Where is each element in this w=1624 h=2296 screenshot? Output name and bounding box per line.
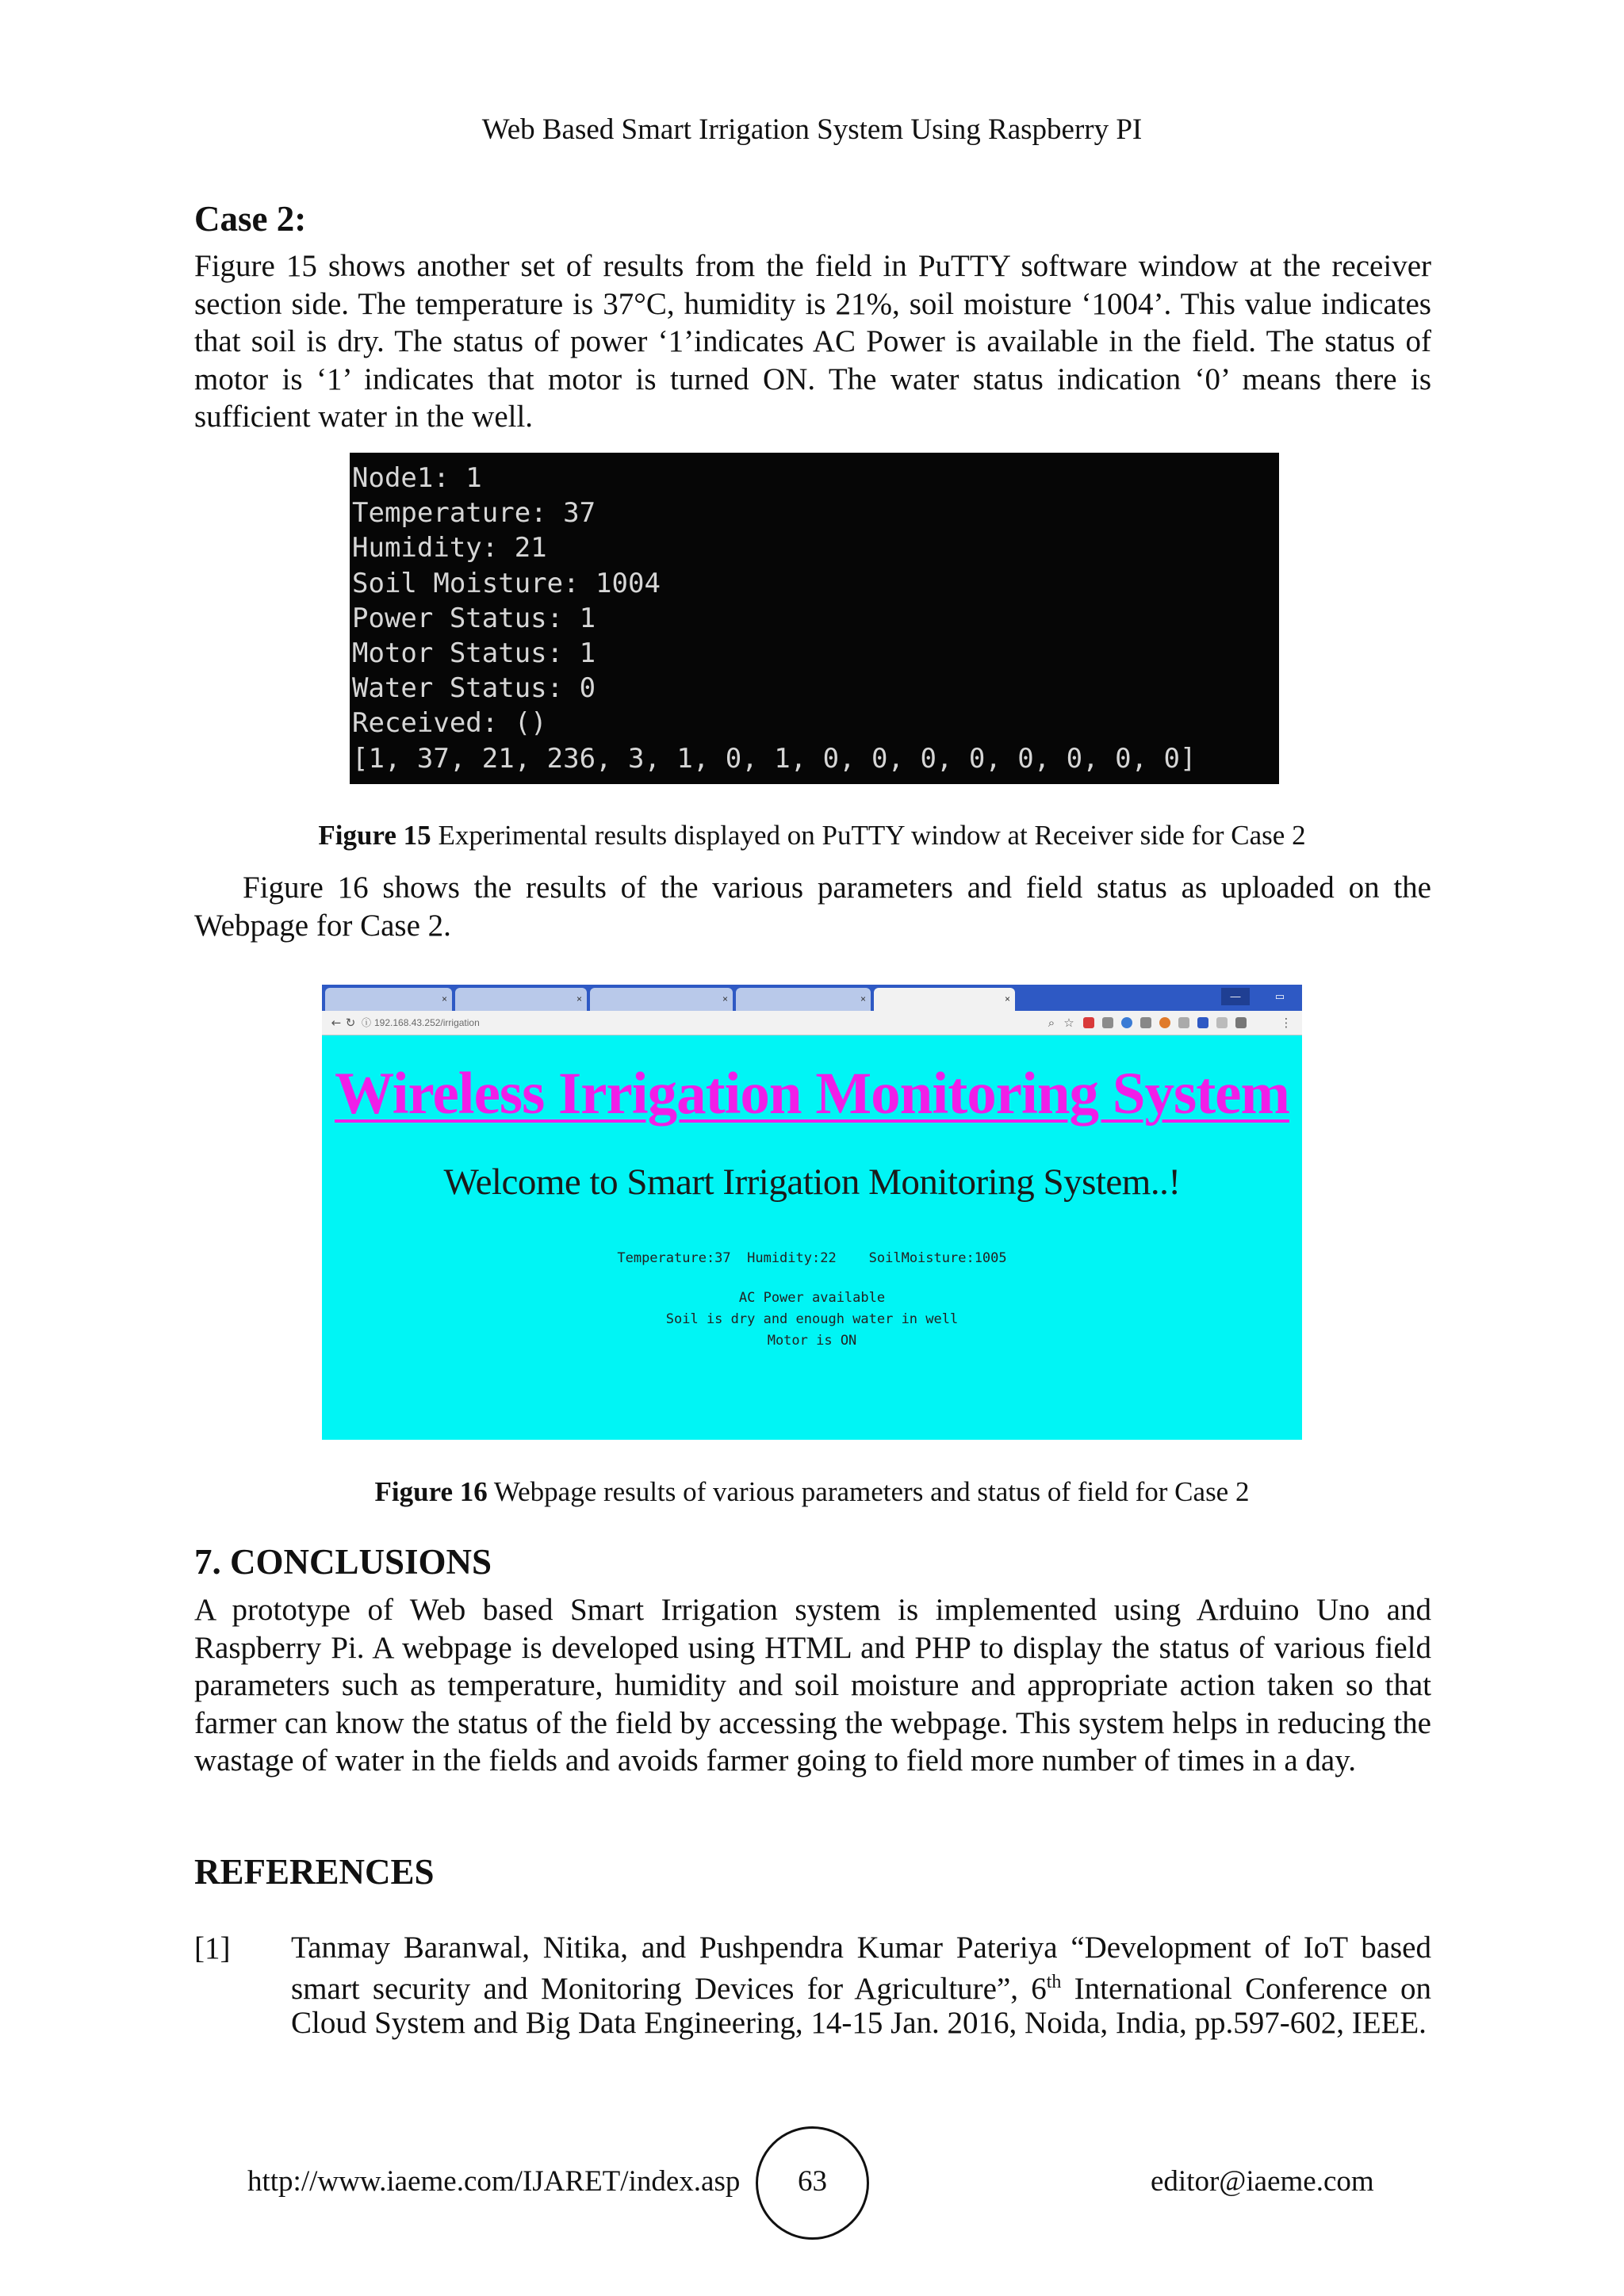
extension-icon[interactable] — [1216, 1017, 1228, 1028]
menu-icon[interactable]: ⋮ — [1280, 1016, 1293, 1030]
close-icon[interactable]: × — [860, 993, 866, 1004]
sensor-readings: Temperature:37 Humidity:22 SoilMoisture:1005 — [617, 1250, 1007, 1266]
address-bar — [322, 1011, 1302, 1035]
extension-icon[interactable] — [1083, 1017, 1094, 1028]
reference-text-main: Tanmay Baranwal, Nitika, and Pushpendra Kumar Pateriya “Development of IoT based smart security and Monitoring Devices for Agriculture”, 6 — [291, 1931, 1431, 2006]
case2-paragraph: Figure 15 shows another set of results from the field in PuTTY software window at the receiver section side. The temperature is 37°C, humidity is 21%, soil moisture ‘1004’. This value indicates that soil is dry. The status of power ‘1’indicates AC Power is available in the field. The status of motor is ‘1’ indicates that motor is turned ON. The water status indication ‘0’ means there is sufficient water in the well. — [194, 249, 1431, 434]
footer-email[interactable]: editor@iaeme.com — [1151, 2165, 1374, 2198]
back-icon[interactable]: ← — [331, 1016, 342, 1030]
browser-tab[interactable] — [455, 988, 587, 1011]
reference-superscript: th — [1046, 1971, 1062, 1992]
info-icon[interactable]: ⓘ — [361, 1017, 371, 1028]
terminal-line: Power Status: 1 — [352, 602, 596, 634]
running-head: Web Based Smart Irrigation System Using Raspberry PI — [481, 113, 1143, 146]
terminal-line: Water Status: 0 — [352, 672, 596, 705]
figure16-text: Webpage results of various parameters and status of field for Case 2 — [487, 1476, 1250, 1507]
extension-icon[interactable] — [1197, 1017, 1208, 1028]
browser-tab[interactable] — [590, 988, 733, 1011]
terminal-line: Humidity: 21 — [352, 532, 547, 564]
reference-text-rest: International Conference on Cloud System and Big Data Engineering, 14-15 Jan. 2016, Noida, India, pp.597-602, IEEE. — [291, 1971, 1431, 2040]
close-icon[interactable]: × — [1004, 993, 1010, 1004]
terminal-line: Temperature: 37 — [352, 497, 596, 530]
zoom-icon[interactable]: ⌕ — [1048, 1016, 1055, 1030]
power-status-text: AC Power available — [738, 1290, 886, 1306]
reference-text — [291, 1931, 1431, 2041]
url-field[interactable]: 192.168.43.252/irrigation — [374, 1017, 480, 1028]
figure16-label: Figure 16 — [374, 1476, 488, 1507]
terminal-line: Soil Moisture: 1004 — [352, 567, 661, 599]
page-number: 63 — [798, 2165, 827, 2198]
soil-status-text: Soil is dry and enough water in well — [665, 1311, 959, 1327]
figure15-text: Experimental results displayed on PuTTY window at Receiver side for Case 2 — [431, 820, 1306, 851]
putty-terminal — [350, 453, 1279, 784]
terminal-line: Node1: 1 — [352, 462, 482, 494]
browser-tab[interactable] — [325, 988, 452, 1011]
extension-icon[interactable] — [1121, 1017, 1132, 1028]
star-icon[interactable]: ☆ — [1063, 1016, 1074, 1030]
references-heading: REFERENCES — [194, 1852, 435, 1892]
extension-icon[interactable] — [1102, 1017, 1113, 1028]
browser-tab-bar — [322, 985, 1302, 1011]
terminal-line: Received: () — [352, 707, 547, 740]
figure15-label: Figure 15 — [318, 820, 431, 851]
extension-icon[interactable] — [1178, 1017, 1189, 1028]
figure16-intro: Figure 16 shows the results of the various parameters and field status as uploaded on the Webpage for Case 2. — [194, 871, 1431, 943]
conclusions-paragraph: A prototype of Web based Smart Irrigation system is implemented using Arduino Uno and Raspberry Pi. A webpage is developed using HTML and PHP to display the status of various field parameters such as temperature, humidity and soil moisture and appropriate action taken so that farmer can know the status of the field by accessing the webpage. This system helps in reducing the wastage of water in the fields and avoids farmer going to field more number of times in a day. — [194, 1593, 1431, 1777]
window-minimize-button[interactable]: — — [1221, 988, 1250, 1005]
reload-icon[interactable]: ↻ — [345, 1016, 356, 1030]
browser-tab-active[interactable] — [874, 988, 1015, 1011]
extension-icon[interactable] — [1159, 1017, 1170, 1028]
welcome-text: Welcome to Smart Irrigation Monitoring System..! — [443, 1161, 1181, 1203]
window-restore-button[interactable]: ▭ — [1266, 988, 1294, 1005]
conclusions-heading: 7. CONCLUSIONS — [194, 1542, 492, 1582]
close-icon[interactable]: × — [722, 993, 728, 1004]
figure16-caption — [0, 1476, 1624, 1508]
figure15-caption — [0, 820, 1624, 851]
site-title-text: Wireless Irrigation Monitoring System — [335, 1061, 1289, 1127]
terminal-line: Motor Status: 1 — [352, 637, 596, 669]
motor-status-text: Motor is ON — [767, 1333, 857, 1349]
browser-tab[interactable] — [736, 988, 871, 1011]
close-icon[interactable]: × — [441, 993, 447, 1004]
footer-url[interactable]: http://www.iaeme.com/IJARET/index.asp — [247, 2165, 741, 2198]
terminal-line: [1, 37, 21, 236, 3, 1, 0, 1, 0, 0, 0, 0, 0, 0, 0, 0] — [352, 742, 1197, 775]
case2-heading: Case 2: — [194, 199, 307, 239]
extension-icon[interactable] — [1140, 1017, 1151, 1028]
browser-screenshot — [322, 985, 1302, 1440]
close-icon[interactable]: × — [576, 993, 582, 1004]
site-title — [322, 1061, 1302, 1127]
extension-icon[interactable] — [1235, 1017, 1247, 1028]
reference-number: [1] — [194, 1931, 231, 1965]
